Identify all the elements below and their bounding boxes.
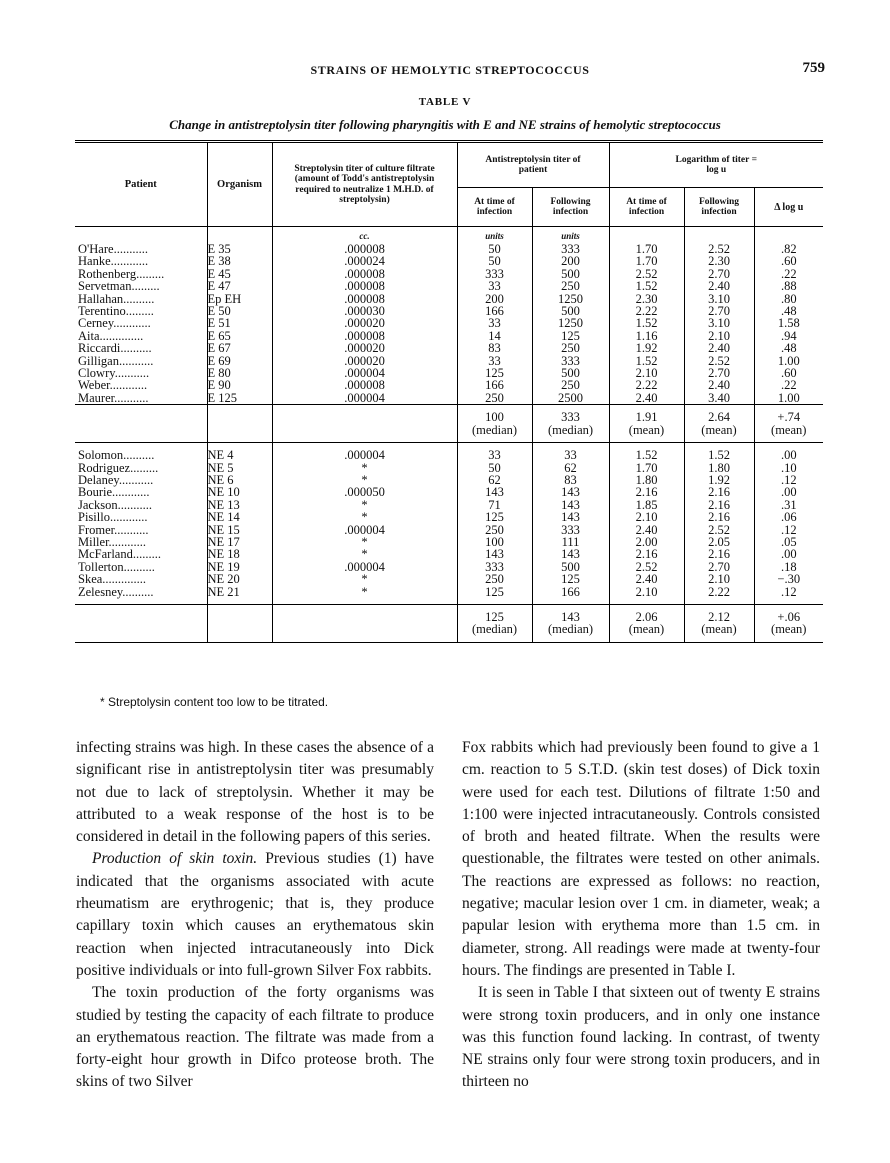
patient-name: Bourie............ [78,485,150,500]
titer-following: 500 [532,561,609,573]
section-heading-skin-toxin: Production of skin toxin. [92,850,258,868]
organism: E 38 [207,255,272,267]
titer-following: 33 [532,449,609,461]
patient-name: Riccardi.......... [78,341,152,356]
log-following: 3.10 [684,317,754,329]
titer-at-time: 33 [457,317,532,329]
ne-summary-log-at-note: (mean) [628,622,665,637]
titer-at-time: 83 [457,342,532,354]
organism: NE 6 [207,474,272,486]
log-following: 2.10 [684,330,754,342]
log-at-time: 1.85 [609,499,684,511]
delta-log: .22 [754,268,823,280]
header-logarithm: Logarithm of titer = log u [609,142,823,188]
titer-following: 333 [532,524,609,536]
log-at-time: 2.10 [609,586,684,598]
ne-strain-table-row [75,573,823,585]
ne-summary-delta-note: (mean) [771,622,807,637]
body-column-right [462,737,820,1094]
ne-strain-table-row [75,548,823,560]
patient-name: Weber............ [78,378,148,393]
log-following: 2.16 [684,511,754,523]
streptolysin-titer: .000024 [272,255,457,267]
e-strain-table-row [75,255,823,267]
titer-at-time: 250 [457,524,532,536]
titer-following: 500 [532,305,609,317]
ne-strain-table-row [75,486,823,498]
unit-streptolysin: cc. [272,227,457,244]
organism: Ep EH [207,293,272,305]
e-strain-table-row [75,342,823,354]
log-following: 2.22 [684,586,754,598]
streptolysin-titer: .000020 [272,317,457,329]
log-at-time: 1.52 [609,317,684,329]
organism: NE 13 [207,499,272,511]
log-at-time: 1.52 [609,449,684,461]
log-following: 2.16 [684,499,754,511]
delta-log: .94 [754,330,823,342]
ne-summary-log-fol: 2.12 [708,609,730,624]
e-summary-log-fol-note: (mean) [701,422,737,437]
e-strain-table-row [75,280,823,292]
titer-following: 111 [532,536,609,548]
log-at-time: 2.16 [609,548,684,560]
table-label: TABLE V [418,96,472,108]
header-streptolysin: Streptolysin titer of culture filtrate (amount of Todd's antistreptolysin required to neutralize 1 M.H.D. of streptolysin) [272,142,457,227]
left-paragraph-1: infecting strains was high. In these cases the absence of a significant rise in antistreptolysin titer was presumably not due to lack of streptolysin. Whether it may be attributed to a weak response of the host is to be considered in detail in the following papers of this series. [76,739,434,846]
right-paragraph-1: Fox rabbits which had previously been found to give a 1 cm. reaction to 5 S.T.D. (skin test doses) of Dick toxin were used for each test. Dilutions of filtrate 1:50 and 1:100 were injected intracutaneously. Controls consisted of broth and heated filtrate. When the results were questionable, the filtrates were tested on other animals. The reactions are expressed as follows: no reaction, negative; macular lesion over 1 cm. in diameter, weak; a papular lesion with erythema more than 1.5 cm. in diameter, strong. All readings were made at twenty-four hours. The findings are presented in Table I. [462,739,820,979]
log-following: 2.10 [684,573,754,585]
log-at-time: 1.52 [609,355,684,367]
streptolysin-titer: * [272,499,457,511]
e-strain-rows [75,227,823,405]
data-table [75,140,823,643]
log-following: 2.70 [684,268,754,280]
log-at-time: 1.70 [609,462,684,474]
titer-at-time: 100 [457,536,532,548]
patient-name: Gilligan........... [78,353,154,368]
delta-log: .18 [754,561,823,573]
streptolysin-titer: .000008 [272,330,457,342]
organism: NE 4 [207,449,272,461]
log-at-time: 2.30 [609,293,684,305]
patient-name: Rothenberg......... [78,266,165,281]
e-summary-row [75,405,823,443]
delta-log: 1.00 [754,355,823,367]
patient-name: Jackson........... [78,497,152,512]
header-log-following: Following infection [684,188,754,227]
patient-name: Zelesney.......... [78,584,154,599]
header-log-at-time: At time of infection [609,188,684,227]
log-at-time: 2.22 [609,305,684,317]
streptolysin-titer: * [272,548,457,560]
log-following: 3.40 [684,392,754,405]
ne-strain-table-row [75,449,823,461]
organism: E 90 [207,379,272,391]
body-column-left [76,737,434,1094]
log-at-time: 2.10 [609,367,684,379]
patient-name: Solomon.......... [78,448,155,463]
organism: E 80 [207,367,272,379]
log-following: 1.80 [684,462,754,474]
streptolysin-titer: .000020 [272,355,457,367]
patient-name: Tollerton.......... [78,559,155,574]
log-at-time: 1.80 [609,474,684,486]
header-patient: Patient [75,142,207,227]
patient-name: Cerney............ [78,316,151,331]
log-at-time: 1.92 [609,342,684,354]
titer-following: 333 [532,243,609,255]
streptolysin-titer: * [272,511,457,523]
titer-following: 166 [532,586,609,598]
titer-at-time: 50 [457,255,532,267]
streptolysin-titer: .000004 [272,524,457,536]
titer-following: 200 [532,255,609,267]
unit-at-time: units [457,227,532,244]
streptolysin-titer: .000004 [272,367,457,379]
log-at-time: 2.40 [609,392,684,405]
ne-summary-log-at: 2.06 [635,609,658,624]
titer-at-time: 200 [457,293,532,305]
titer-following: 500 [532,268,609,280]
log-at-time: 1.70 [609,255,684,267]
organism: E 67 [207,342,272,354]
delta-log: .00 [754,486,823,498]
log-at-time: 1.52 [609,280,684,292]
delta-log: .82 [754,243,823,255]
patient-name: McFarland......... [78,547,161,562]
organism: NE 19 [207,561,272,573]
delta-log: .22 [754,379,823,391]
streptolysin-titer: * [272,586,457,598]
delta-log: .06 [754,511,823,523]
delta-log: .12 [754,524,823,536]
log-at-time: 2.16 [609,486,684,498]
delta-log: .60 [754,255,823,267]
delta-log: .00 [754,449,823,461]
unit-following: units [532,227,609,244]
patient-name: Pisillo............ [78,510,148,525]
titer-at-time: 125 [457,586,532,598]
patient-name: Fromer........... [78,522,149,537]
delta-log: .00 [754,548,823,560]
streptolysin-titer: .000008 [272,243,457,255]
titer-following: 1250 [532,317,609,329]
organism: E 50 [207,305,272,317]
titer-following: 333 [532,355,609,367]
organism: NE 10 [207,486,272,498]
streptolysin-titer: .000004 [272,561,457,573]
streptolysin-titer: * [272,536,457,548]
patient-name: Skea.............. [78,572,147,587]
titer-following: 125 [532,330,609,342]
streptolysin-titer: .000050 [272,486,457,498]
organism: NE 14 [207,511,272,523]
streptolysin-titer: .000004 [272,449,457,461]
e-strain-table-row [75,317,823,329]
log-following: 2.30 [684,255,754,267]
patient-name: Hallahan.......... [78,291,155,306]
e-summary-delta-note: (mean) [771,422,807,437]
e-summary-log-fol: 2.64 [708,410,730,425]
delta-log: .88 [754,280,823,292]
titer-at-time: 250 [457,392,532,405]
titer-at-time: 14 [457,330,532,342]
ne-summary-log-fol-note: (mean) [701,622,737,637]
table-footnote: * Streptolysin content too low to be titrated. [100,695,329,709]
titer-at-time: 33 [457,355,532,367]
delta-log: .31 [754,499,823,511]
titer-at-time: 333 [457,268,532,280]
log-at-time: 2.40 [609,524,684,536]
streptolysin-titer: .000008 [272,280,457,292]
ne-strain-table-row [75,586,823,598]
titer-following: 143 [532,486,609,498]
delta-log: .80 [754,293,823,305]
titer-following: 250 [532,280,609,292]
titer-following: 143 [532,511,609,523]
organism: E 47 [207,280,272,292]
log-at-time: 2.52 [609,561,684,573]
titer-following: 250 [532,379,609,391]
log-following: 2.52 [684,524,754,536]
ne-summary-fol: 143 [561,609,580,624]
e-summary-fol-note: (median) [547,422,594,437]
patient-name: Servetman......... [78,279,160,294]
log-following: 2.70 [684,367,754,379]
organism: E 125 [207,392,272,405]
titer-following: 143 [532,499,609,511]
patient-name: Aita.............. [78,328,144,343]
header-delta: Δ log u [754,188,823,227]
log-following: 2.52 [684,243,754,255]
titer-at-time: 33 [457,280,532,292]
log-following: 3.10 [684,293,754,305]
ne-summary-delta: +.06 [777,609,801,624]
organism: NE 15 [207,524,272,536]
titer-following: 500 [532,367,609,379]
log-following: 2.40 [684,379,754,391]
left-paragraph-3: The toxin production of the forty organisms was studied by testing the capacity of each filtrate to produce an erythematous reaction. The filtrate was made from a forty-eight hour growth in Difco proteose broth. The skins of two Silver [76,984,434,1091]
titer-following: 125 [532,573,609,585]
organism: NE 18 [207,548,272,560]
units-row [75,227,823,244]
delta-log: 1.00 [754,392,823,405]
e-summary-log-at-note: (mean) [628,422,665,437]
ne-strain-table-row [75,511,823,523]
titer-at-time: 125 [457,511,532,523]
log-at-time: 2.10 [609,511,684,523]
left-paragraph-2-text: Previous studies (1) have indicated that the organisms associated with acute rheumatism are erythrogenic; that is, they produce capillary toxin which causes an erythematous skin reaction when injected intracutaneously into Dick positive individuals or into full-grown Silver Fox rabbits. [76,850,434,979]
streptolysin-titer: .000008 [272,293,457,305]
table-caption: Change in antistreptolysin titer following pharyngitis with E and NE strains of hemolytic streptococcus [169,117,721,132]
delta-log: .60 [754,367,823,379]
titer-at-time: 50 [457,462,532,474]
titer-following: 250 [532,342,609,354]
e-summary-at-note: (median) [471,422,518,437]
log-at-time: 1.16 [609,330,684,342]
header-antistreptolysin: Antistreptolysin titer of patient [457,142,609,188]
right-paragraph-2: It is seen in Table I that sixteen out of twenty E strains were strong toxin producers, and in only one instance was this function found lacking. In contrast, of twenty NE strains only four were strong toxin producers, and in thirteen no [462,984,820,1091]
delta-log: .48 [754,342,823,354]
ne-summary-at: 125 [485,609,504,624]
titer-at-time: 143 [457,548,532,560]
titer-at-time: 166 [457,305,532,317]
patient-name: Delaney........... [78,472,154,487]
titer-at-time: 250 [457,573,532,585]
titer-at-time: 143 [457,486,532,498]
log-following: 2.40 [684,280,754,292]
organism: E 69 [207,355,272,367]
patient-name: Maurer........... [78,390,149,405]
patient-name: O'Hare........... [78,242,148,256]
titer-at-time: 71 [457,499,532,511]
delta-log: 1.58 [754,317,823,329]
patient-name: Clowry........... [78,366,150,381]
ne-strain-rows [75,449,823,598]
titer-following: 1250 [532,293,609,305]
streptolysin-titer: * [272,474,457,486]
header-at-time: At time of infection [457,188,532,227]
delta-log: .12 [754,474,823,486]
log-at-time: 2.52 [609,268,684,280]
titer-following: 143 [532,548,609,560]
titer-at-time: 333 [457,561,532,573]
titer-at-time: 125 [457,367,532,379]
e-summary-delta: +.74 [777,410,801,425]
titer-following: 62 [532,462,609,474]
organism: E 65 [207,330,272,342]
organism: NE 21 [207,586,272,598]
organism: NE 5 [207,462,272,474]
ne-summary-row [75,604,823,642]
ne-summary-at-note: (median) [471,622,518,637]
left-paragraph-2 [76,848,434,982]
streptolysin-titer: .000008 [272,268,457,280]
e-summary-at: 100 [485,410,504,425]
e-summary-fol: 333 [561,410,580,425]
organism: NE 17 [207,536,272,548]
header-organism: Organism [207,142,272,227]
patient-name: Miller............ [78,534,147,549]
titer-following: 2500 [532,392,609,405]
log-following: 2.70 [684,305,754,317]
log-at-time: 1.70 [609,243,684,255]
titer-at-time: 62 [457,474,532,486]
delta-log: −.30 [754,573,823,585]
delta-log: .05 [754,536,823,548]
streptolysin-titer: .000004 [272,392,457,405]
organism: E 51 [207,317,272,329]
streptolysin-titer: .000020 [272,342,457,354]
patient-name: Rodriguez......... [78,460,159,475]
running-title: STRAINS OF HEMOLYTIC STREPTOCOCCUS [310,63,590,77]
titer-at-time: 33 [457,449,532,461]
log-following: 2.70 [684,561,754,573]
titer-at-time: 50 [457,243,532,255]
delta-log: .48 [754,305,823,317]
streptolysin-titer: * [272,573,457,585]
running-head [75,60,825,80]
header-following: Following infection [532,188,609,227]
patient-name: Hanke............ [78,254,149,269]
organism: E 45 [207,268,272,280]
log-following: 2.05 [684,536,754,548]
log-following: 1.52 [684,449,754,461]
ne-summary-fol-note: (median) [547,622,594,637]
streptolysin-titer: .000008 [272,379,457,391]
streptolysin-titer: * [272,462,457,474]
log-at-time: 2.40 [609,573,684,585]
e-summary-log-at: 1.91 [635,410,658,425]
log-following: 2.40 [684,342,754,354]
log-at-time: 2.22 [609,379,684,391]
log-at-time: 2.00 [609,536,684,548]
titer-following: 83 [532,474,609,486]
log-following: 2.16 [684,486,754,498]
e-strain-table-row [75,379,823,391]
patient-name: Terentino......... [78,304,154,319]
log-following: 1.92 [684,474,754,486]
log-following: 2.52 [684,355,754,367]
delta-log: .10 [754,462,823,474]
log-following: 2.16 [684,548,754,560]
e-strain-table-row [75,392,823,405]
streptolysin-titer: .000030 [272,305,457,317]
page-number: 759 [802,60,825,76]
delta-log: .12 [754,586,823,598]
organism: NE 20 [207,573,272,585]
organism: E 35 [207,243,272,255]
titer-at-time: 166 [457,379,532,391]
